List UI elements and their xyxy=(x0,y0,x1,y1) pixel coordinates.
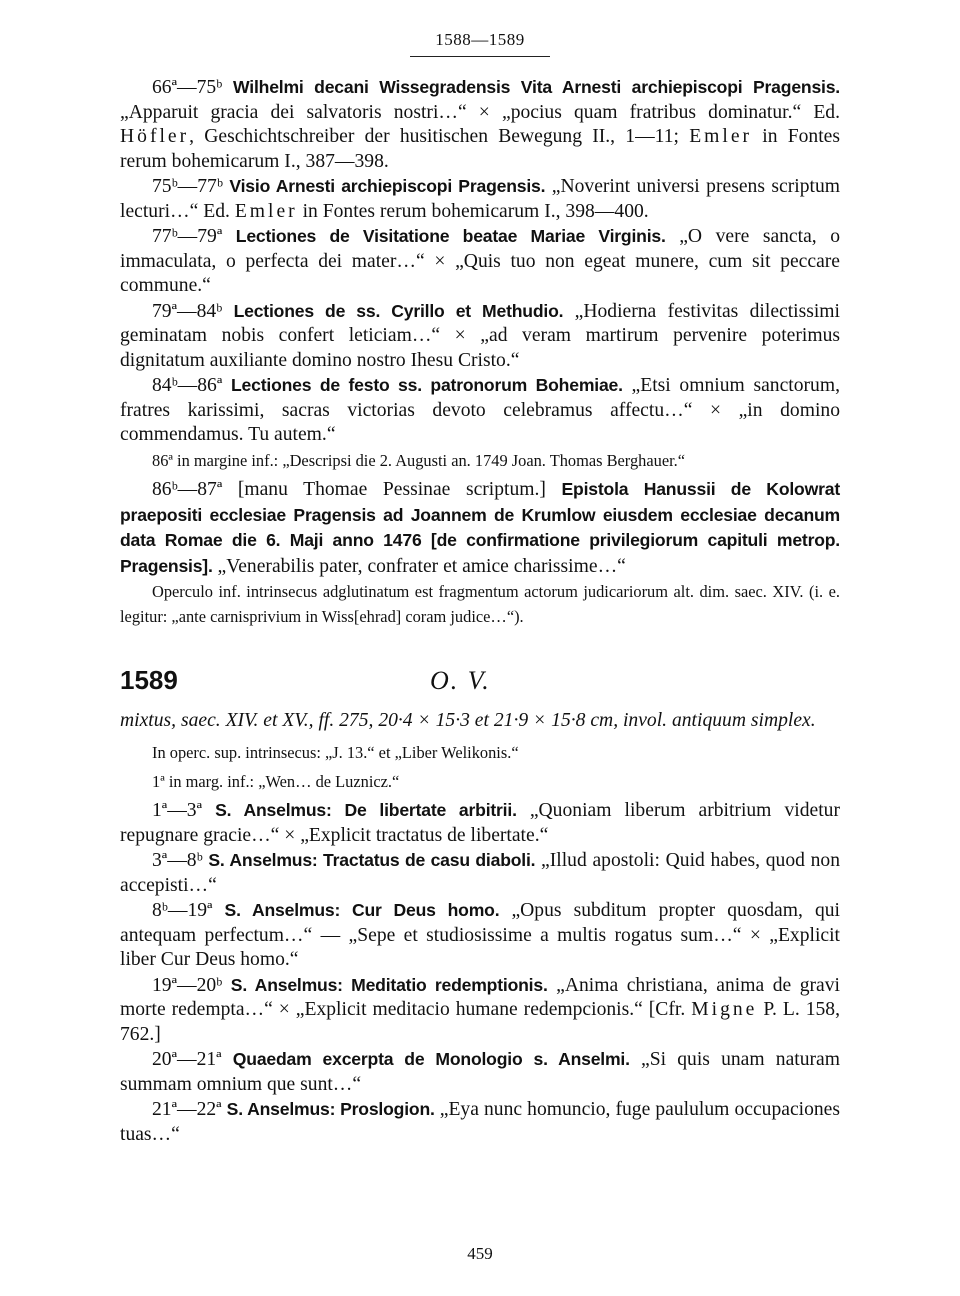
entry-title: S. Anselmus: Proslogion. xyxy=(226,1099,435,1119)
entry-text: „Venerabilis pater, confrater et amice charissime…“ xyxy=(212,555,626,577)
editor-name: Emler xyxy=(689,126,753,147)
entry-text: „Opus subditum propter quosdam, qui antequam perfectum…“ — „Sepe et studiosissime a multis rogatus sum…“ × „Explicit liber Cur Deus homo.“ xyxy=(120,900,840,970)
entry-text: „Noverint universi presens scriptum lecturi…“ Ed. xyxy=(120,176,840,222)
entry-text: in Fontes rerum bohemicarum I., 398—400. xyxy=(297,200,649,222)
entry-title: S. Anselmus: Cur Deus homo. xyxy=(224,900,500,920)
entry-text: in Fontes rerum bohemicarum I., 387—398. xyxy=(120,126,840,172)
folio-ref: 19ª—20ᵇ xyxy=(152,974,223,996)
folio-ref: 79ª—84ᵇ xyxy=(152,300,223,322)
entry xyxy=(120,477,840,579)
header-rule xyxy=(410,56,550,57)
manuscript-number: 1589 xyxy=(120,665,178,695)
entry xyxy=(120,373,840,448)
folio-ref: 1ª—3ª xyxy=(152,800,202,821)
entry xyxy=(120,973,840,1048)
entry xyxy=(120,75,840,174)
entry-title: S. Anselmus: Tractatus de casu diaboli. xyxy=(208,850,536,870)
folio-ref: 8ᵇ—19ª xyxy=(152,900,213,921)
entry xyxy=(120,299,840,374)
entry-title: Quaedam excerpta de Monologio s. Anselmi. xyxy=(232,1049,630,1069)
entry-text: „Si quis unam naturam summam omnium que sunt…“ xyxy=(120,1049,840,1095)
entry xyxy=(120,174,840,224)
document-page xyxy=(120,30,840,1147)
entry-text: „Hodierna festivitas dilectissimi geminatam nobis confert leticiam…“ × „ad veram martirum pervenire poterimus dignitatum auxiliante domino nostro Ihesu Cristo.“ xyxy=(120,300,840,371)
folio-ref: 21ª—22ª xyxy=(152,1099,222,1120)
entry-title: Lectiones de ss. Cyrillo et Methudio. xyxy=(233,300,564,321)
operculo-note: Operculo inf. intrinsecus adglutinatum est fragmentum actorum judicariorum alt. dim. saec. XIV. (i. e. legitur: „ante carnisprivium in Wiss[ehrad] coram judice…“). xyxy=(120,582,840,626)
cover-note: In operc. sup. intrinsecus: „J. 13.“ et „Liber Welikonis.“ xyxy=(152,743,519,762)
page-number: 459 xyxy=(467,1244,493,1263)
entry-text: „Illud apostoli: Quid habes, quod non accepisti…“ xyxy=(120,850,840,896)
entry-text: „Eya nunc homuncio, fuge paululum occupaciones tuas…“ xyxy=(120,1099,840,1145)
entries-1588 xyxy=(120,75,840,629)
entry xyxy=(120,898,840,973)
entry-text: „Quoniam liberum arbitrium videtur repugnare gracie…“ × „Explicit tractatus de libertate.“ xyxy=(120,800,840,846)
entry-title: S. Anselmus: De libertate arbitrii. xyxy=(215,800,517,820)
entry-title: Lectiones de Visitatione beatae Mariae Virginis. xyxy=(235,226,666,246)
entry xyxy=(120,224,840,299)
margin-note: 86ª in margine inf.: „Descripsi die 2. Augusti an. 1749 Joan. Thomas Berghauer.“ xyxy=(152,450,686,470)
margin-note: 1ª in marg. inf.: „Wen… de Luznicz.“ xyxy=(152,771,400,791)
folio-ref: 20ª—21ª xyxy=(152,1049,222,1070)
entry xyxy=(120,848,840,898)
entry-title: Wilhelmi decani Wissegradensis Vita Arnesti archiepiscopi Pragensis. xyxy=(233,77,840,97)
entry-text: P. L. 158, 762.] xyxy=(120,999,841,1045)
entries-1589 xyxy=(120,798,840,1147)
manuscript-description: mixtus, saec. XIV. et XV., ff. 275, 20·4 × 15·3 et 21·9 × 15·8 cm, invol. antiquum simplex. xyxy=(120,710,816,731)
entry xyxy=(120,798,840,848)
folio-ref: 75ᵇ—77ᵇ xyxy=(152,176,223,197)
entry-title: S. Anselmus: Meditatio redemptionis. xyxy=(230,974,548,995)
manuscript-header xyxy=(120,665,840,696)
entry-title: Visio Arnesti archiepiscopi Pragensis. xyxy=(229,176,546,196)
running-head: 1588—1589 xyxy=(435,30,525,49)
entry xyxy=(120,1097,840,1147)
manuscript-siglum: O. V. xyxy=(430,666,491,695)
entry-text: „O vere sancta, o immaculata, o perfecta dei mater…“ × „Quis tuo non egeat munere, cum sit peccare commune.“ xyxy=(120,226,840,296)
folio-ref: 84ᵇ—86ª xyxy=(152,375,223,396)
entry-text: „Apparuit gracia dei salvatoris nostri…“ × „pocius quam fratribus dominatur.“ Ed. xyxy=(120,101,840,123)
folio-ref: 86ᵇ—87ª xyxy=(152,479,223,500)
entry-title: Lectiones de festo ss. patronorum Bohemiae. xyxy=(231,375,623,395)
entry-title: Epistola Hanussii de Kolowrat praepositi ecclesiae Pragensis ad Joannem de Krumlow eiusdem ecclesiae decanum data Romae die 6. Maji anno 1476 [de confirmatione privilegiorum capituli metrop. Pragensis]. xyxy=(120,479,840,576)
editor-name: Migne xyxy=(691,999,758,1020)
folio-ref: 77ᵇ—79ª xyxy=(152,226,223,247)
folio-ref: 66ª—75ᵇ xyxy=(152,77,223,98)
entry-text: [manu Thomae Pessinae scriptum.] xyxy=(222,479,562,500)
entry-text: , Geschichtschreiber der husitischen Bewegung II., 1—11; xyxy=(189,126,690,147)
entry-text: „Etsi omnium sanctorum, fratres karissimi, sacras victorias devoto celebramus affectu…“ × „in domino commendamus. Tu autem.“ xyxy=(120,375,840,445)
editor-name: Emler xyxy=(234,200,298,222)
editor-name: Höfler xyxy=(120,126,190,147)
folio-ref: 3ª—8ᵇ xyxy=(152,850,203,871)
entry xyxy=(120,1047,840,1097)
entry-text: „Anima christiana, anima de gravi morte redempta…“ × „Explicit meditacio humane redempcionis.“ [Cfr. xyxy=(120,974,840,1020)
